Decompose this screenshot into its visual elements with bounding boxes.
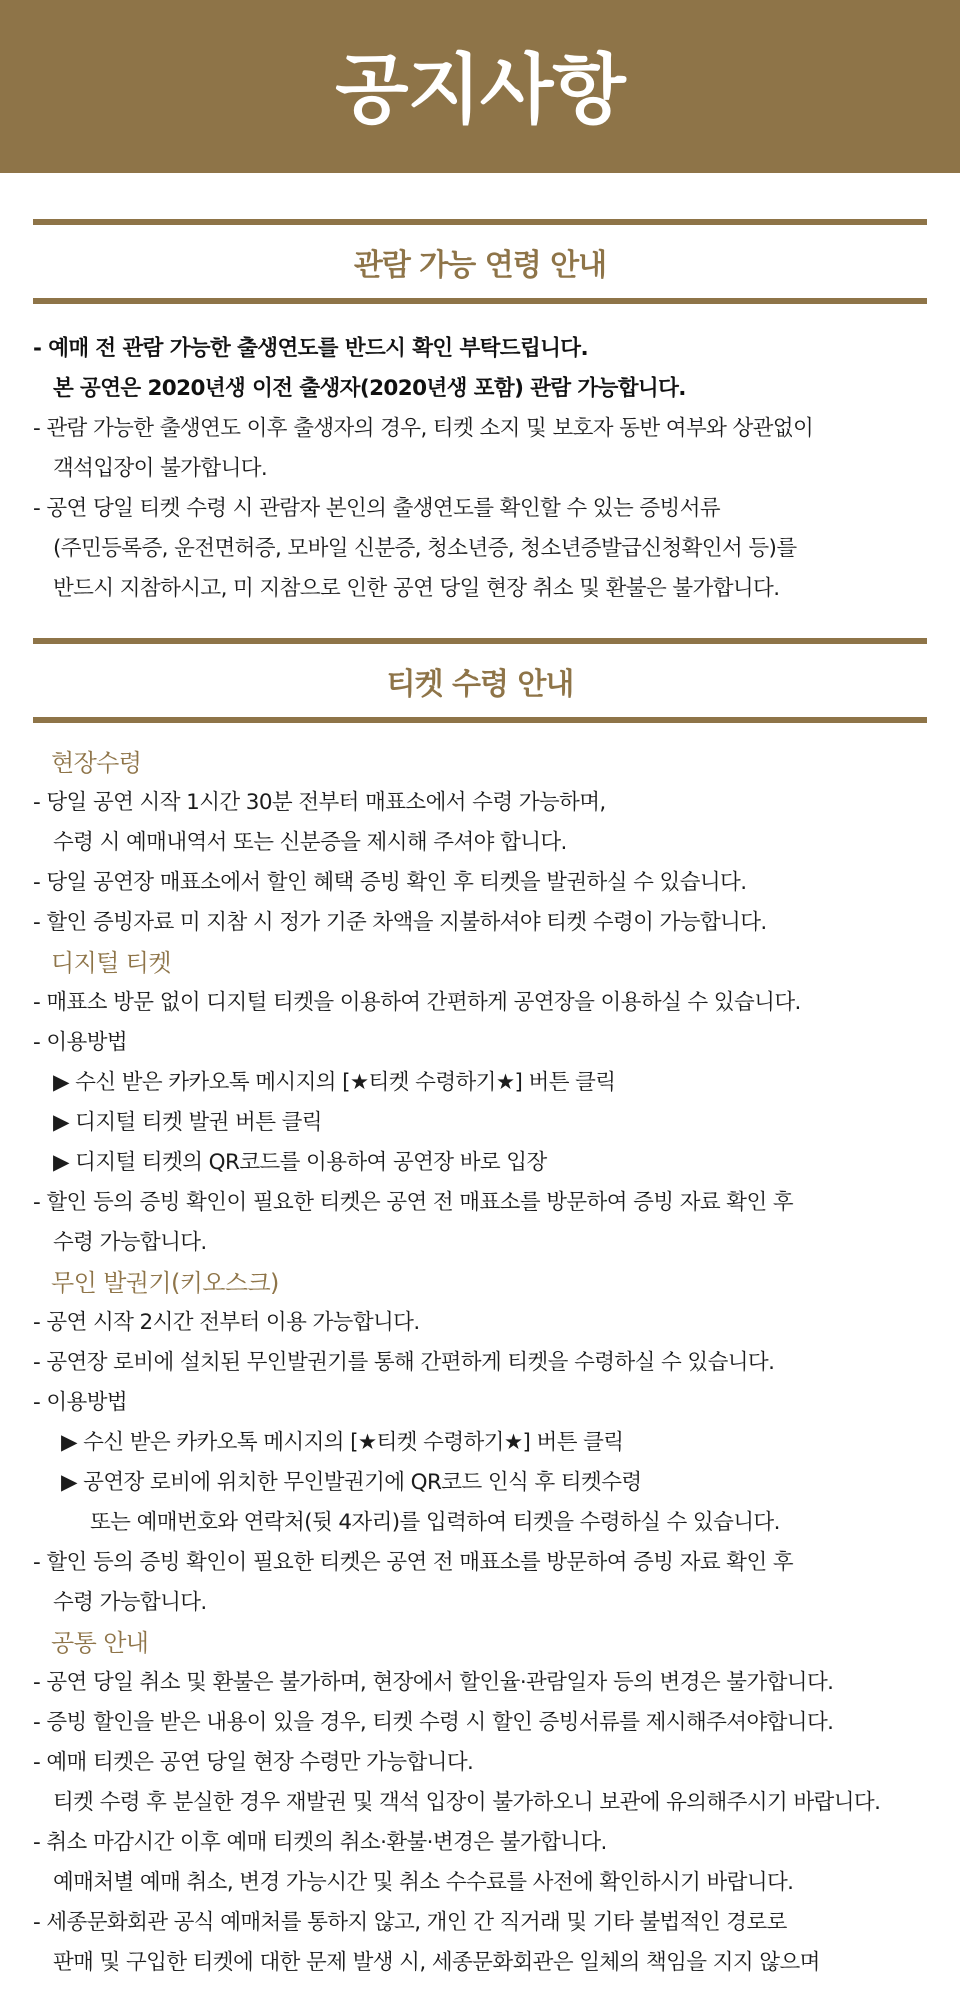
kiosk-step: ▶ 공연장 로비에 위치한 무인발권기에 QR코드 인식 후 티켓수령 — [61, 1470, 642, 1495]
common-line: - 예매 티켓은 공연 당일 현장 수령만 가능합니다. — [33, 1750, 474, 1775]
common-line: - 세종문화회관 공식 예매처를 통하지 않고, 개인 간 직거래 및 기타 불법적인 경로로 — [33, 1910, 787, 1935]
digital-step: ▶ 수신 받은 카카오톡 메시지의 [★티켓 수령하기★] 버튼 클릭 — [53, 1070, 616, 1095]
section-title-ticket: 티켓 수령 안내 — [386, 666, 574, 702]
digital-line: - 이용방법 — [33, 1030, 128, 1055]
kiosk-line: - 할인 등의 증빙 확인이 필요한 티켓은 공연 전 매표소를 방문하여 증빙 자료 확인 후 — [33, 1550, 794, 1575]
age-line: 반드시 지참하시고, 미 지참으로 인한 공연 당일 현장 취소 및 환불은 불가합니다. — [53, 576, 780, 601]
kiosk-step: 또는 예매번호와 연락처(뒷 4자리)를 입력하여 티켓을 수령하실 수 있습니다. — [90, 1510, 780, 1535]
kiosk-line: - 공연 시작 2시간 전부터 이용 가능합니다. — [33, 1310, 420, 1335]
ticket-notice-list — [33, 743, 927, 1983]
common-line: - 공연 당일 취소 및 환불은 불가하며, 현장에서 할인율·관람일자 등의 변경은 불가합니다. — [33, 1670, 834, 1695]
digital-step: ▶ 디지털 티켓의 QR코드를 이용하여 공연장 바로 입장 — [53, 1150, 547, 1175]
common-line: 티켓 수령 후 분실한 경우 재발권 및 객석 입장이 불가하오니 보관에 유의해주시기 바랍니다. — [53, 1790, 881, 1815]
age-line: - 공연 당일 티켓 수령 시 관람자 본인의 출생연도를 확인할 수 있는 증빙서류 — [33, 496, 721, 521]
kiosk-line: 수령 가능합니다. — [53, 1590, 207, 1615]
kiosk-line: - 공연장 로비에 설치된 무인발권기를 통해 간편하게 티켓을 수령하실 수 있습니다. — [33, 1350, 775, 1375]
common-line: 예매처별 예매 취소, 변경 가능시간 및 취소 수수료를 사전에 확인하시기 바랍니다. — [53, 1870, 794, 1895]
age-line: - 예매 전 관람 가능한 출생연도를 반드시 확인 부탁드립니다. — [33, 336, 589, 361]
onsite-line: - 당일 공연장 매표소에서 할인 혜택 증빙 확인 후 티켓을 발권하실 수 있습니다. — [33, 870, 747, 895]
common-line: - 증빙 할인을 받은 내용이 있을 경우, 티켓 수령 시 할인 증빙서류를 제시해주셔야합니다. — [33, 1710, 834, 1735]
section-header-age — [33, 219, 927, 304]
kiosk-line: - 이용방법 — [33, 1390, 128, 1415]
notice-banner — [0, 0, 960, 173]
digital-step: ▶ 디지털 티켓 발권 버튼 클릭 — [53, 1110, 322, 1135]
age-line: 객석입장이 불가합니다. — [53, 456, 268, 481]
onsite-line: - 당일 공연 시작 1시간 30분 전부터 매표소에서 수령 가능하며, — [33, 790, 606, 815]
subheading-digital: 디지털 티켓 — [51, 949, 171, 977]
section-title-age: 관람 가능 연령 안내 — [353, 247, 607, 283]
section-header-ticket — [33, 638, 927, 723]
digital-line: - 할인 등의 증빙 확인이 필요한 티켓은 공연 전 매표소를 방문하여 증빙 자료 확인 후 — [33, 1190, 794, 1215]
onsite-line: 수령 시 예매내역서 또는 신분증을 제시해 주셔야 합니다. — [53, 830, 567, 855]
page-title: 공지사항 — [335, 44, 625, 134]
common-line: 판매 및 구입한 티켓에 대한 문제 발생 시, 세종문화회관은 일체의 책임을 지지 않으며 — [53, 1950, 820, 1975]
notice-content — [0, 219, 960, 1983]
subheading-common: 공통 안내 — [51, 1629, 149, 1657]
subheading-onsite: 현장수령 — [51, 749, 142, 777]
age-notice-list — [33, 329, 927, 609]
kiosk-step: ▶ 수신 받은 카카오톡 메시지의 [★티켓 수령하기★] 버튼 클릭 — [61, 1430, 624, 1455]
digital-line: - 매표소 방문 없이 디지털 티켓을 이용하여 간편하게 공연장을 이용하실 수 있습니다. — [33, 990, 801, 1015]
onsite-line: - 할인 증빙자료 미 지참 시 정가 기준 차액을 지불하셔야 티켓 수령이 가능합니다. — [33, 910, 767, 935]
digital-line: 수령 가능합니다. — [53, 1230, 207, 1255]
common-line: - 취소 마감시간 이후 예매 티켓의 취소·환불·변경은 불가합니다. — [33, 1830, 607, 1855]
age-line: (주민등록증, 운전면허증, 모바일 신분증, 청소년증, 청소년증발급신청확인서 등)를 — [53, 536, 797, 561]
age-line: 본 공연은 2020년생 이전 출생자(2020년생 포함) 관람 가능합니다. — [53, 376, 686, 401]
subheading-kiosk: 무인 발권기(키오스크) — [51, 1269, 279, 1297]
age-line: - 관람 가능한 출생연도 이후 출생자의 경우, 티켓 소지 및 보호자 동반 여부와 상관없이 — [33, 416, 814, 441]
